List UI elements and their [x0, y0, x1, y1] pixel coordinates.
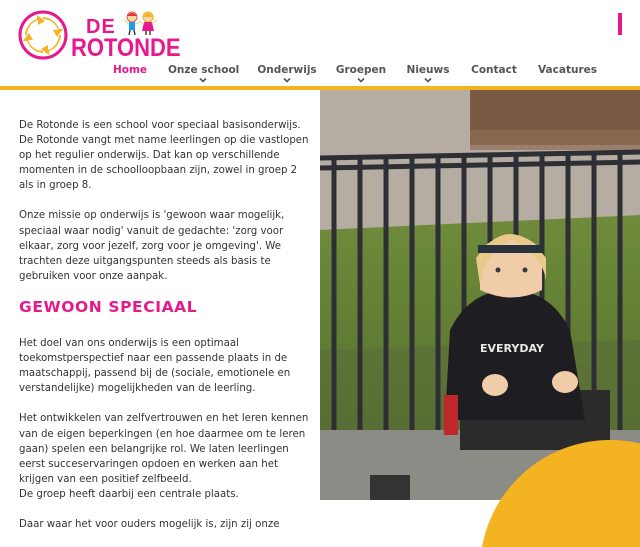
logo-name: ROTONDE	[71, 34, 181, 62]
nav-item-label: Nieuws	[406, 64, 450, 76]
development-paragraph: Het ontwikkelen van zelfvertrouwen en het leren kennen van de eigen beperkingen (en hoe daarmee om te leren gaan) spelen een belangrijke rol. We laten leerlingen eerst succeservaringen opdoen en werken aan het krijgen van een positief zelfbeeld.	[19, 413, 309, 485]
menu-toggle-bar[interactable]	[618, 13, 622, 35]
chevron-down-icon	[199, 76, 207, 84]
chevron-down-icon	[424, 76, 432, 84]
goal-paragraph: Het doel van ons onderwijs is een optimaal toekomstperspectief naar een passende plaats in de maatschappij, passend bij de (sociale, emotionele en verstandelijke) mogelijkheden van de leerling.	[19, 338, 291, 395]
site-logo[interactable]	[18, 10, 188, 66]
intro-paragraph: De Rotonde is een school voor speciaal basisonderwijs. De Rotonde vangt met name leerlingen op die vastlopen op het regulier onderwijs. Dat kan op verschillende momenten in de schoolloopbaan zijn, zowel in groep 2 als in groep 8.	[19, 120, 309, 192]
nav-item-groepen[interactable]	[334, 60, 388, 88]
main-nav	[0, 60, 640, 88]
rotonde-logo-icon	[18, 10, 68, 60]
main-content	[0, 90, 320, 530]
nav-item-label: Groepen	[335, 64, 387, 76]
nav-item-label: Onderwijs	[257, 64, 317, 76]
nav-item-label: Vacatures	[538, 64, 597, 76]
logo-prefix: DE	[86, 16, 116, 38]
site-header	[0, 0, 640, 88]
child-on-go-kart-image	[320, 90, 640, 500]
article-text	[19, 118, 309, 547]
mission-paragraph: Onze missie op onderwijs is 'gewoon waar mogelijk, speciaal waar nodig' vanuit de gedachte: 'zorg voor elkaar, zorg voor jezelf, zorg voor je omgeving'. We trachten deze uitgangspunten steeds als basis te gebruiken voor onze aanpak.	[19, 210, 285, 282]
nav-item-nieuws[interactable]	[404, 60, 452, 88]
chevron-down-icon	[283, 76, 291, 84]
kids-illustration-icon	[120, 10, 160, 36]
shirt-print-text: EVERYDAY	[480, 342, 544, 355]
nav-item-onze-school[interactable]	[168, 60, 238, 88]
nav-item-home[interactable]	[110, 60, 150, 88]
section-heading: GEWOON SPECIAAL	[19, 297, 198, 316]
group-paragraph: De groep heeft daarbij een centrale plaats.	[19, 488, 239, 500]
nav-item-contact[interactable]	[470, 60, 518, 88]
nav-item-label: Onze school	[168, 64, 240, 76]
nav-item-label: Contact	[471, 64, 517, 76]
parents-paragraph: Daar waar het voor ouders mogelijk is, zijn zij onze	[19, 518, 280, 530]
hero-photo	[320, 90, 640, 500]
nav-item-onderwijs[interactable]	[256, 60, 318, 88]
nav-item-label: Home	[112, 64, 148, 76]
chevron-down-icon	[357, 76, 365, 84]
nav-item-vacatures[interactable]	[538, 60, 596, 88]
